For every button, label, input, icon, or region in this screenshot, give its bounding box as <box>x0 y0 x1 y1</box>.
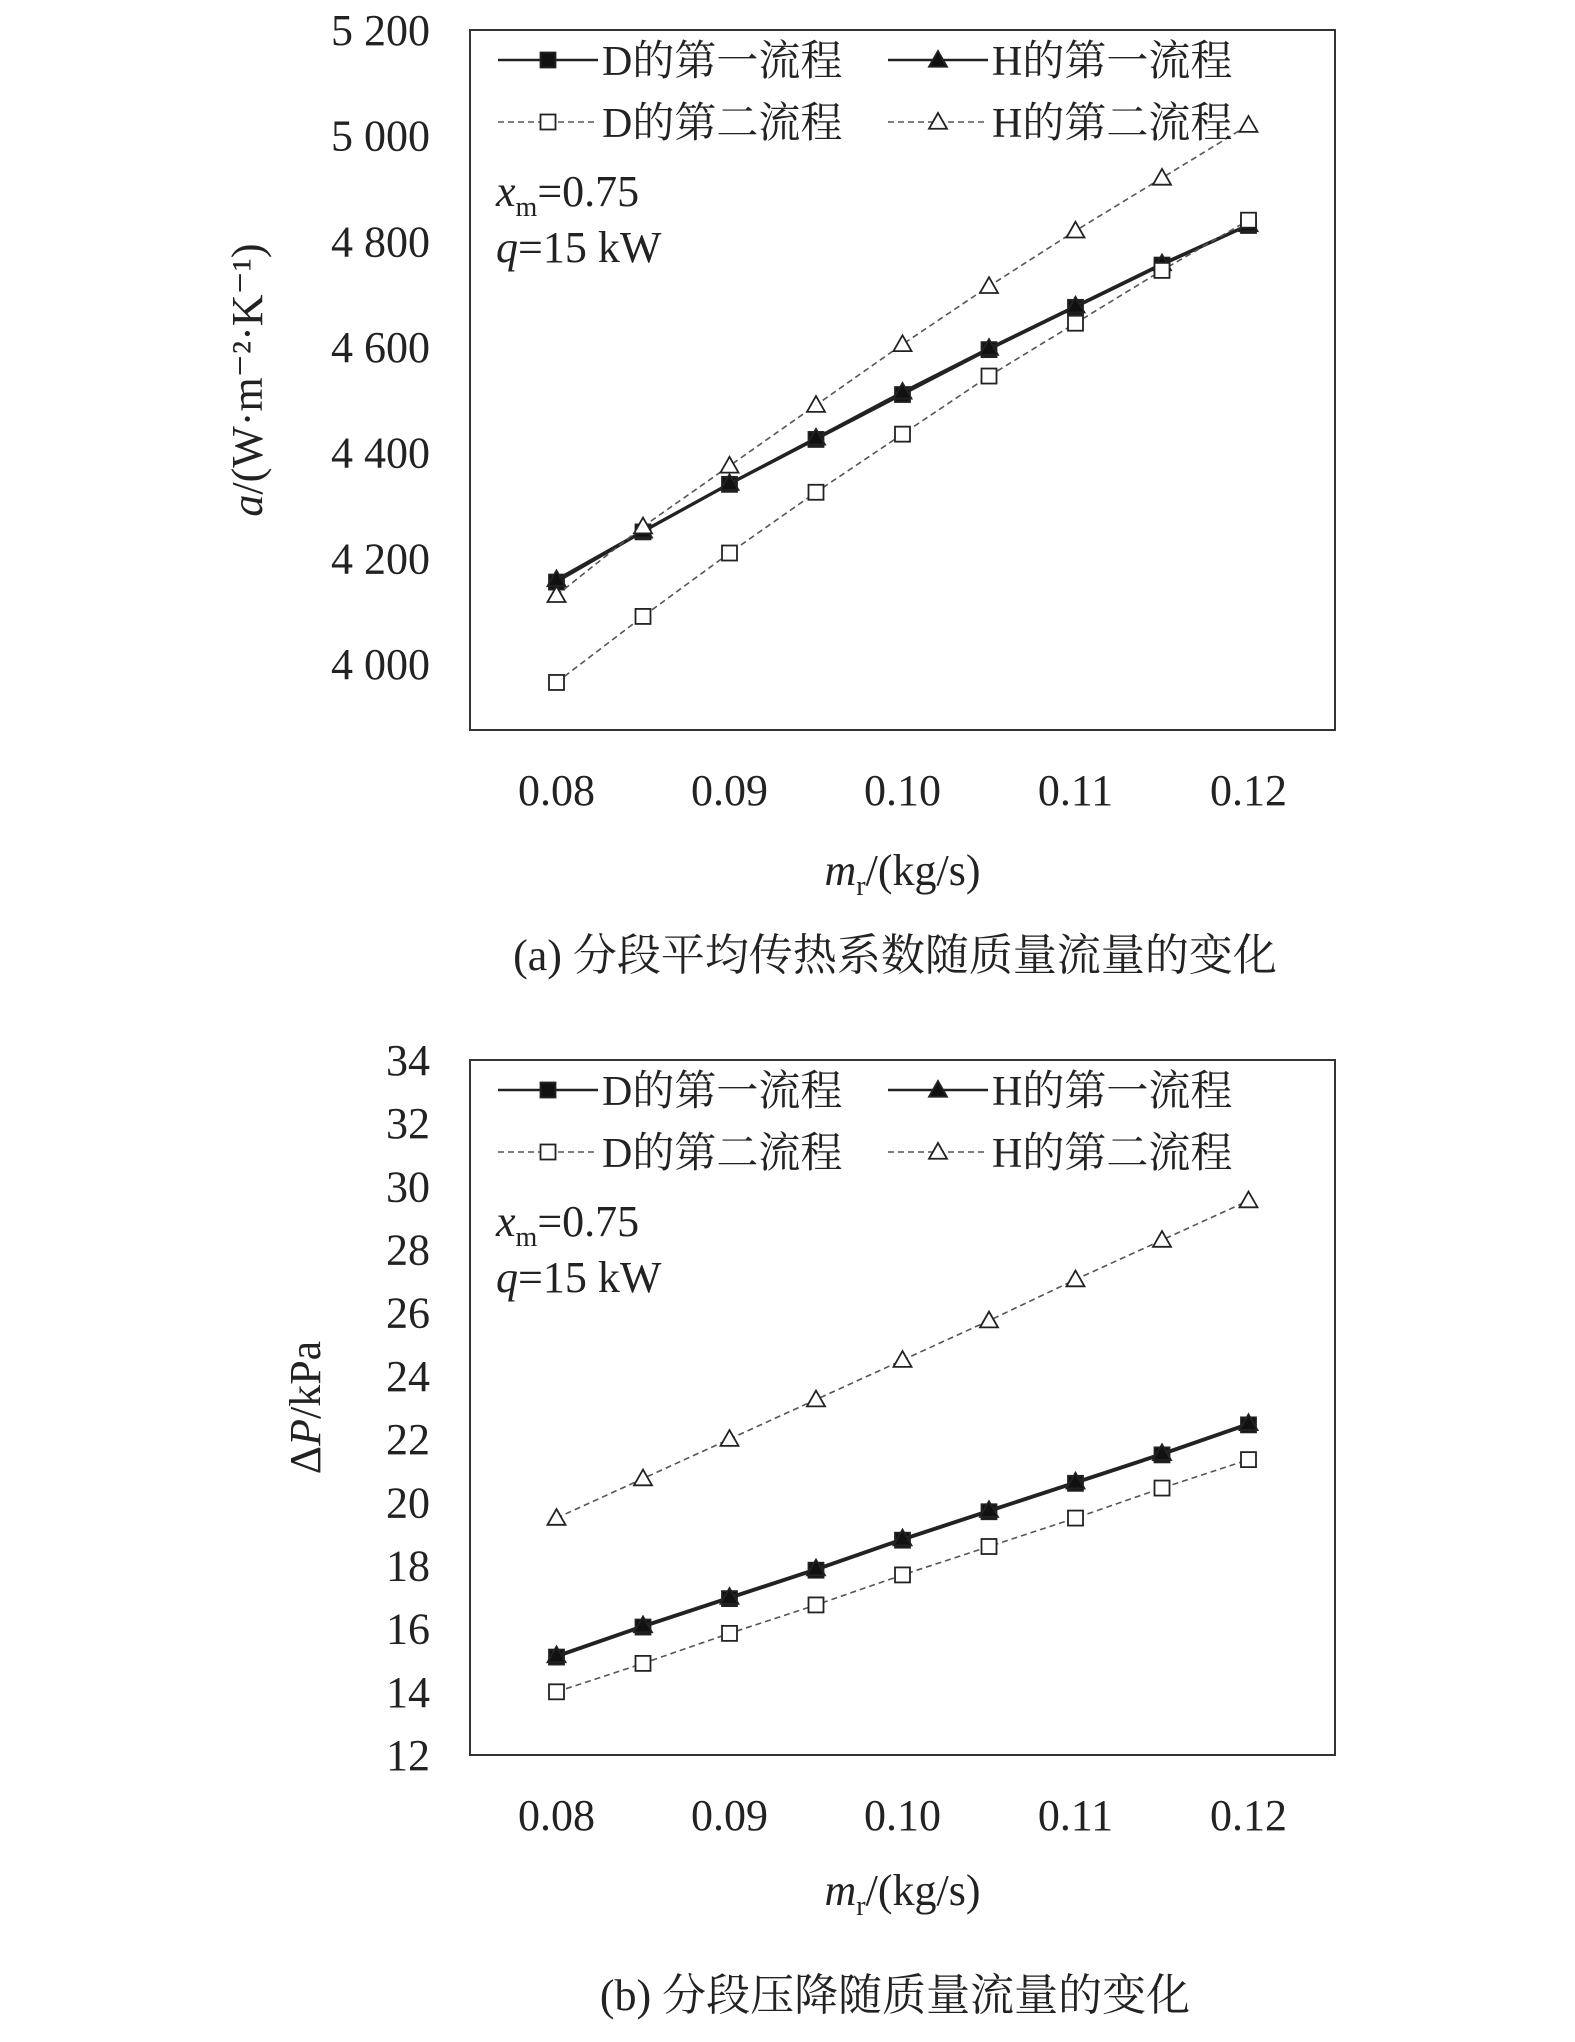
annotation-q-var: q <box>496 223 518 272</box>
y-tick-label: 22 <box>386 1415 430 1465</box>
annotation-q <box>496 1253 662 1302</box>
marker-square-open <box>636 609 651 624</box>
y-tick-labels <box>386 1036 430 1780</box>
marker-square-open <box>722 1626 737 1641</box>
series-H的第一流程 <box>548 1414 1258 1662</box>
legend-entry <box>498 38 842 85</box>
marker-triangle-open <box>929 1143 947 1159</box>
y-axis-title <box>281 1341 330 1474</box>
marker-triangle-open <box>894 335 912 351</box>
legend-label: D的第一流程 <box>602 39 843 85</box>
marker-triangle-open <box>721 1430 739 1446</box>
y-tick-label: 32 <box>386 1099 430 1149</box>
series-line <box>557 220 1249 682</box>
annotation-xm <box>495 1197 639 1253</box>
marker-square-open <box>1068 316 1083 331</box>
y-tick-label: 20 <box>386 1478 430 1528</box>
y-tick-label: 34 <box>386 1036 430 1085</box>
x-tick-label: 0.11 <box>1037 1791 1114 1840</box>
legend-entry <box>888 38 1232 85</box>
y-tick-label: 28 <box>386 1225 430 1275</box>
x-title-unit: /(kg/s) <box>865 1866 981 1915</box>
annotation-xm <box>495 167 639 223</box>
annotation-q-value: =15 kW <box>518 1253 662 1302</box>
legend-label: H的第一流程 <box>992 39 1233 85</box>
marker-square-open <box>982 369 997 384</box>
x-axis-title <box>825 846 981 902</box>
legend-label: H的第二流程 <box>992 101 1233 147</box>
marker-square-open <box>541 115 556 130</box>
marker-triangle-open <box>1153 169 1171 185</box>
marker-square-open <box>895 427 910 442</box>
marker-square-filled <box>541 53 556 68</box>
legend-label: D的第二流程 <box>602 1131 843 1177</box>
y-tick-label: 18 <box>386 1541 430 1591</box>
y-title-var: P <box>281 1419 330 1446</box>
marker-triangle-open <box>1067 222 1085 238</box>
legend-entry <box>498 1130 842 1177</box>
legend-entry <box>888 1068 1232 1115</box>
annotation-q-var: q <box>496 1253 518 1302</box>
y-tick-label: 4 400 <box>331 428 430 478</box>
y-tick-label: 30 <box>386 1162 430 1212</box>
legend-entry <box>498 1068 842 1115</box>
marker-triangle-open <box>980 277 998 293</box>
legend <box>498 38 1232 147</box>
series-D的第二流程 <box>549 1452 1256 1699</box>
annotation-q <box>496 223 662 272</box>
legend-entry <box>888 100 1232 147</box>
y-tick-label: 16 <box>386 1604 430 1654</box>
marker-square-open <box>541 1145 556 1160</box>
x-tick-label: 0.09 <box>691 1791 768 1840</box>
annotation-xm-var: x <box>496 167 516 216</box>
marker-triangle-open <box>807 1391 825 1407</box>
x-tick-label: 0.08 <box>518 766 595 815</box>
panel-b <box>281 1036 1335 2020</box>
marker-triangle-open <box>807 396 825 412</box>
x-title-sub: r <box>856 871 866 902</box>
series-D的第二流程 <box>549 213 1256 690</box>
x-title-var: m <box>824 1866 857 1915</box>
x-tick-label: 0.10 <box>864 766 941 815</box>
y-tick-label: 4 800 <box>331 217 430 267</box>
legend-label: D的第一流程 <box>602 1069 843 1115</box>
y-tick-label: 24 <box>386 1351 430 1401</box>
y-tick-label: 4 600 <box>331 322 430 372</box>
series-layer <box>548 116 1258 690</box>
x-tick-label: 0.12 <box>1210 1791 1287 1840</box>
marker-square-open <box>809 1597 824 1612</box>
y-tick-labels <box>331 6 430 689</box>
marker-triangle-open <box>1067 1271 1085 1287</box>
marker-square-open <box>809 485 824 500</box>
series-H的第二流程 <box>548 116 1258 602</box>
annotation <box>495 167 662 272</box>
series-line <box>557 125 1249 595</box>
panel-a <box>223 6 1335 980</box>
x-tick-labels <box>518 1791 1287 1840</box>
annotation-xm-sub: m <box>515 1222 538 1253</box>
annotation-xm-var: x <box>496 1197 516 1246</box>
marker-triangle-open <box>929 113 947 129</box>
marker-square-open <box>1068 1511 1083 1526</box>
legend-label: H的第二流程 <box>992 1131 1233 1177</box>
x-tick-label: 0.12 <box>1210 766 1287 815</box>
marker-triangle-open <box>548 1509 566 1525</box>
y-tick-label: 5 200 <box>331 6 430 55</box>
x-title-sub: r <box>856 1891 866 1922</box>
x-tick-label: 0.09 <box>691 766 768 815</box>
panel-caption: (b) 分段压降随质量流量的变化 <box>599 1971 1191 2020</box>
x-axis-title <box>825 1866 981 1922</box>
x-tick-labels <box>518 766 1287 815</box>
legend <box>498 1068 1232 1177</box>
annotation-xm-sub: m <box>515 192 538 223</box>
x-title-var: m <box>824 846 857 895</box>
marker-square-filled <box>541 1083 556 1098</box>
annotation-xm-value: =0.75 <box>537 167 640 216</box>
legend-entry <box>498 100 842 147</box>
y-tick-label: 4 200 <box>331 534 430 584</box>
marker-square-open <box>1155 263 1170 278</box>
series-line <box>557 225 1249 582</box>
marker-square-open <box>722 546 737 561</box>
marker-triangle-open <box>721 457 739 473</box>
marker-square-open <box>1241 1452 1256 1467</box>
y-title-prefix: Δ <box>281 1445 330 1475</box>
marker-triangle-open <box>1240 116 1258 132</box>
annotation-xm-value: =0.75 <box>537 1197 640 1246</box>
marker-square-open <box>549 1684 564 1699</box>
marker-triangle-open <box>1153 1231 1171 1247</box>
y-title-var: a <box>223 494 272 517</box>
series-D的第一流程 <box>549 218 1256 590</box>
x-tick-label: 0.08 <box>518 1791 595 1840</box>
legend-label: H的第一流程 <box>992 1069 1233 1115</box>
marker-triangle-open <box>634 1470 652 1486</box>
marker-square-open <box>1241 213 1256 228</box>
annotation-q-value: =15 kW <box>518 223 662 272</box>
y-tick-label: 5 000 <box>331 111 430 161</box>
x-title-unit: /(kg/s) <box>865 846 981 895</box>
panel-caption: (a) 分段平均传热系数随质量流量的变化 <box>513 931 1277 980</box>
marker-square-open <box>1155 1481 1170 1496</box>
x-tick-label: 0.11 <box>1037 766 1114 815</box>
annotation <box>495 1197 662 1302</box>
y-tick-label: 12 <box>386 1731 430 1780</box>
marker-triangle-open <box>894 1351 912 1367</box>
marker-triangle-open <box>1240 1192 1258 1208</box>
legend-entry <box>888 1130 1232 1177</box>
marker-square-open <box>982 1539 997 1554</box>
y-tick-label: 14 <box>386 1667 430 1717</box>
y-title-unit: /(W·m⁻²·K⁻¹) <box>223 243 272 495</box>
y-title-unit: /kPa <box>281 1340 330 1420</box>
marker-square-open <box>636 1656 651 1671</box>
x-tick-label: 0.10 <box>864 1791 941 1840</box>
y-tick-label: 26 <box>386 1288 430 1338</box>
marker-square-open <box>549 675 564 690</box>
y-axis-title <box>223 243 272 516</box>
marker-square-open <box>895 1567 910 1582</box>
y-tick-label: 4 000 <box>331 639 430 689</box>
marker-triangle-open <box>980 1312 998 1328</box>
series-H的第二流程 <box>548 1192 1258 1525</box>
legend-label: D的第二流程 <box>602 101 843 147</box>
